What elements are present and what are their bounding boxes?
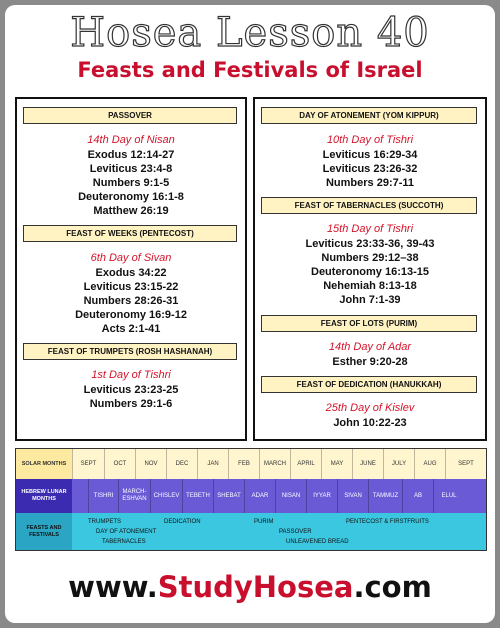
scripture-ref: Leviticus 23:4-8	[89, 163, 173, 175]
solar-month-cell: MAY	[321, 449, 352, 479]
website-url[interactable]	[0, 570, 500, 604]
feast-event: PASSOVER	[279, 529, 312, 535]
scripture-ref: Leviticus 23:15-22	[83, 281, 179, 293]
scripture-ref: Exodus 12:14-27	[87, 149, 175, 161]
scripture-ref: Deuteronomy 16:1-8	[78, 191, 184, 203]
lunar-months-row	[16, 479, 486, 513]
section-header-tabernacles: FEAST OF TABERNACLES (SUCCOTH)	[261, 197, 477, 214]
solar-month-cell: APRIL	[290, 449, 321, 479]
feast-calendar	[15, 448, 487, 551]
solar-months-label: SOLAR MONTHS	[16, 449, 72, 479]
lunar-month-cell: AB	[402, 479, 433, 513]
solar-month-cell: NOV	[135, 449, 166, 479]
solar-month-cell: FEB	[228, 449, 259, 479]
page-subtitle: Feasts and Festivals of Israel	[77, 58, 423, 82]
feast-event: TRUMPETS	[88, 519, 121, 525]
section-header-trumpets: FEAST OF TRUMPETS (ROSH HASHANAH)	[23, 343, 237, 360]
lunar-month-cell: ADAR	[244, 479, 275, 513]
feasts-row	[16, 513, 486, 550]
url-prefix: www.	[68, 570, 158, 604]
feast-event: PURIM	[254, 519, 274, 525]
right-feast-panel	[253, 97, 487, 441]
solar-month-cell: SEPT	[445, 449, 486, 479]
scripture-ref: Numbers 29:1-6	[89, 398, 173, 410]
feast-date: 10th Day of Tishri	[326, 134, 414, 146]
solar-month-cell: SEPT	[72, 449, 104, 479]
scripture-ref: Numbers 29:7-11	[325, 177, 415, 189]
scripture-ref: Deuteronomy 16:9-12	[75, 309, 187, 321]
feast-date: 14th Day of Adar	[328, 341, 412, 353]
lunar-month-cell: IYYAR	[306, 479, 337, 513]
scripture-ref: John 7:1-39	[339, 294, 401, 306]
scripture-ref: Numbers 29:12–38	[321, 252, 419, 264]
url-brand: StudyHosea	[157, 570, 354, 604]
feast-event: TABERNACLES	[102, 539, 146, 545]
scripture-ref: John 10:22-23	[333, 417, 407, 429]
feast-event: DEDICATION	[164, 519, 201, 525]
url-suffix: .com	[353, 570, 432, 604]
feast-event: UNLEAVENED BREAD	[286, 539, 349, 545]
section-header-atonement: DAY OF ATONEMENT (YOM KIPPUR)	[261, 107, 477, 124]
feast-event: PENTECOST & FIRSTFRUITS	[346, 519, 429, 525]
section-header-weeks: FEAST OF WEEKS (PENTECOST)	[23, 225, 237, 242]
scripture-ref: Numbers 9:1-5	[92, 177, 170, 189]
lunar-month-cell: TAMMUZ	[368, 479, 402, 513]
scripture-ref: Numbers 28:26-31	[83, 295, 179, 307]
lunar-month-cell: MARCH-ESHVAN	[118, 479, 150, 513]
scripture-ref: Leviticus 23:33-36, 39-43	[305, 238, 435, 250]
lunar-month-cell: TISHRI	[88, 479, 118, 513]
scripture-ref: Nehemiah 8:13-18	[323, 280, 417, 292]
scripture-ref: Acts 2:1-41	[101, 323, 161, 335]
lunar-month-cell: NISAN	[275, 479, 306, 513]
solar-month-cell: JULY	[383, 449, 414, 479]
lunar-month-cell: CHISLEV	[150, 479, 182, 513]
feast-date: 6th Day of Sivan	[90, 252, 172, 264]
solar-months-row	[16, 449, 486, 479]
feast-date: 14th Day of Nisan	[87, 134, 175, 146]
feast-date: 1st Day of Tishri	[91, 369, 171, 381]
feast-date: 15th Day of Tishri	[326, 223, 414, 235]
scripture-ref: Esther 9:20-28	[332, 356, 408, 368]
feast-event: DAY OF ATONEMENT	[96, 529, 157, 535]
lunar-month-cell: TEBETH	[182, 479, 213, 513]
left-feast-panel	[15, 97, 247, 441]
lunar-month-cell: SIVAN	[337, 479, 368, 513]
solar-month-cell: JAN	[197, 449, 228, 479]
feast-date: 25th Day of Kislev	[325, 402, 415, 414]
solar-month-cell: DEC	[166, 449, 197, 479]
feasts-label: FEASTS AND FESTIVALS	[16, 513, 72, 550]
solar-month-cell: OCT	[104, 449, 135, 479]
solar-month-cell: JUNE	[352, 449, 383, 479]
scripture-ref: Deuteronomy 16:13-15	[311, 266, 429, 278]
lunar-month-cell: ELUL	[433, 479, 464, 513]
section-header-hanukkah: FEAST OF DEDICATION (HANUKKAH)	[261, 376, 477, 393]
scripture-ref: Leviticus 23:26-32	[322, 163, 418, 175]
page-title: Hosea Lesson 40	[70, 10, 430, 56]
lunar-month-cell: SHEBAT	[213, 479, 244, 513]
lunar-months-label: HEBREW LUNAR MONTHS	[16, 479, 72, 513]
scripture-ref: Leviticus 16:29-34	[322, 149, 418, 161]
scripture-ref: Leviticus 23:23-25	[83, 384, 179, 396]
scripture-ref: Exodus 34:22	[95, 267, 167, 279]
section-header-passover: PASSOVER	[23, 107, 237, 124]
section-header-purim: FEAST OF LOTS (PURIM)	[261, 315, 477, 332]
solar-month-cell: AUG	[414, 449, 445, 479]
solar-month-cell: MARCH	[259, 449, 290, 479]
scripture-ref: Matthew 26:19	[93, 205, 169, 217]
